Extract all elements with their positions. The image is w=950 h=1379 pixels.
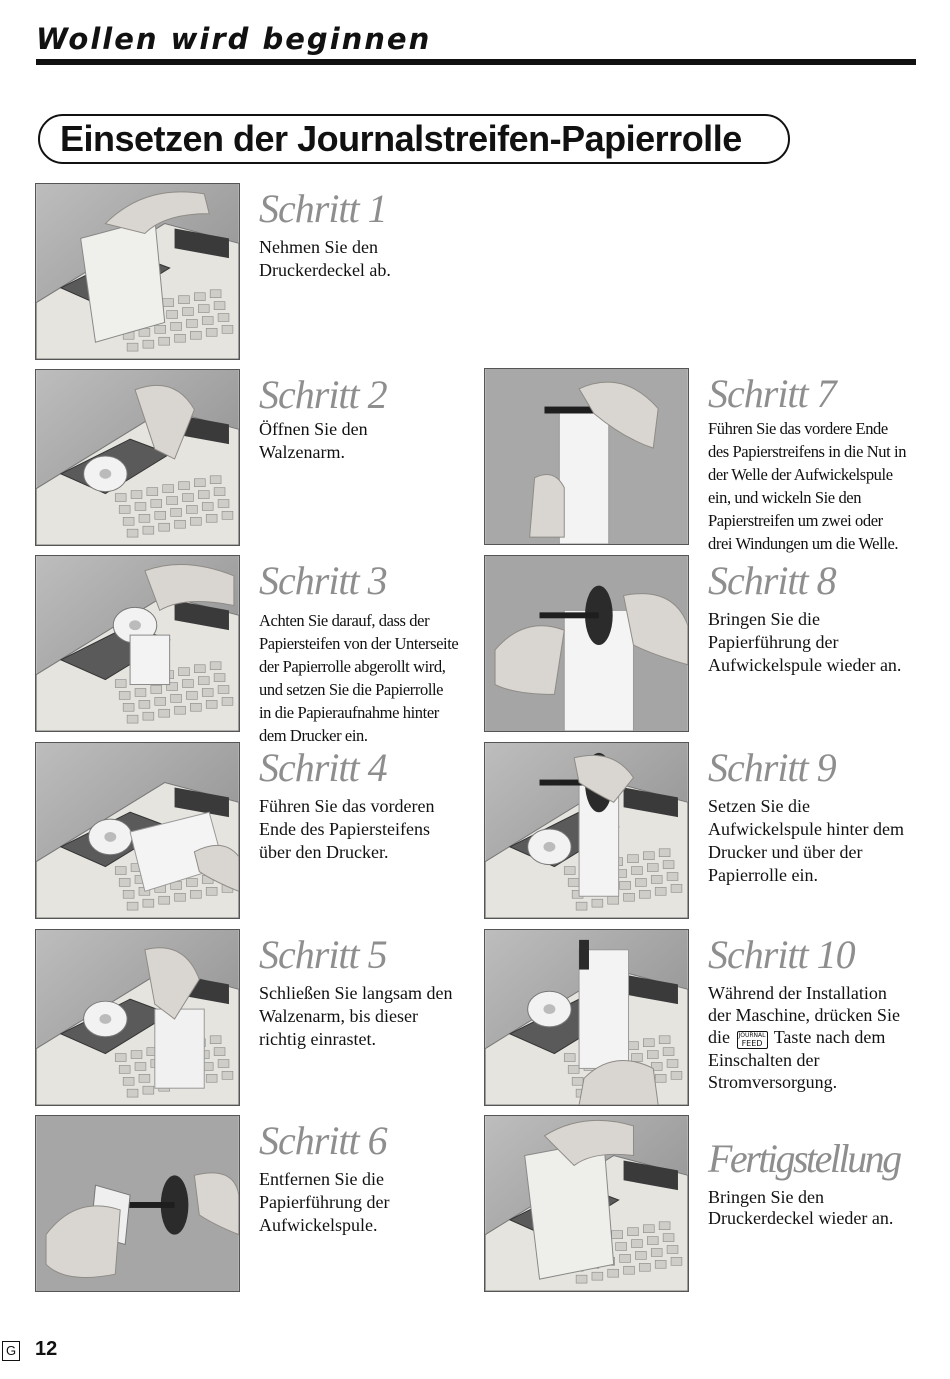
paper-feed-over-printer-illustration xyxy=(36,743,239,918)
step-text-line: Nehmen Sie den xyxy=(259,237,378,257)
platen-arm-open-photo xyxy=(35,369,240,546)
step-text xyxy=(708,1187,924,1229)
step-text-line: Einschalten der xyxy=(708,1050,820,1070)
step-text xyxy=(708,417,924,555)
step-text-line: ein, und wickeln Sie den xyxy=(708,488,862,507)
step-text-line: Papierführung der xyxy=(708,632,839,652)
step-heading: Schritt 4 xyxy=(259,745,387,790)
step-heading: Schritt 10 xyxy=(708,932,855,977)
step-text-line: Entfernen Sie die xyxy=(259,1169,384,1189)
step-text-line: Aufwickelspule wieder an. xyxy=(708,655,902,675)
step-heading: Schritt 1 xyxy=(259,186,387,231)
paper-roll-insert-photo xyxy=(35,555,240,732)
take-up-spool-guide-removal-photo xyxy=(35,1115,240,1292)
step-text-fragment: Taste nach dem xyxy=(773,1027,886,1047)
step-text-line: Papierrolle ein. xyxy=(708,865,818,885)
printer-cover-removal-photo xyxy=(35,183,240,360)
step-heading: Fertigstellung xyxy=(708,1136,900,1181)
step-text-line: Druckerdeckel ab. xyxy=(259,260,391,280)
language-tag: G xyxy=(2,1341,20,1361)
step-text xyxy=(259,236,475,282)
key-label-bottom: FEED xyxy=(741,1039,763,1048)
spool-set-behind-printer-illustration xyxy=(485,743,688,918)
paper-wind-on-spool-photo xyxy=(484,368,689,545)
step-text-line: Bringen Sie den xyxy=(708,1187,824,1207)
spool-set-behind-printer-photo xyxy=(484,742,689,919)
step-text-line: dem Drucker ein. xyxy=(259,726,368,745)
step-text-line: Walzenarm. xyxy=(259,442,346,462)
step-text-line: Ende des Papiersteifens xyxy=(259,819,430,839)
paper-wind-on-spool-illustration xyxy=(485,369,688,544)
step-text xyxy=(708,608,924,677)
step-text-line: Setzen Sie die xyxy=(708,796,810,816)
step-text-line: Drucker und über der xyxy=(708,842,863,862)
step-text-line: der Papierrolle abgerollt wird, xyxy=(259,657,446,676)
step-text-line: Papierstreifen um zwei oder xyxy=(708,511,883,530)
step-heading: Schritt 7 xyxy=(708,371,836,416)
step-text xyxy=(708,982,924,1093)
step-text-line: Achten Sie darauf, dass der xyxy=(259,611,430,630)
step-text-fragment: die xyxy=(708,1027,730,1047)
step-text-line: Walzenarm, bis dieser xyxy=(259,1006,418,1026)
step-text-line: und setzen Sie die Papierrolle xyxy=(259,680,444,699)
step-text-line: in die Papieraufnahme hinter xyxy=(259,703,439,722)
printer-cover-removal-illustration xyxy=(36,184,239,359)
step-text xyxy=(259,1168,475,1237)
step-text-line: Führen Sie das vordere Ende xyxy=(708,419,888,438)
platen-arm-close-photo xyxy=(35,929,240,1106)
paper-feed-over-printer-photo xyxy=(35,742,240,919)
step-heading: Schritt 5 xyxy=(259,932,387,977)
journal-feed-key-icon xyxy=(737,1031,768,1049)
step-text-line: der Welle der Aufwickelspule xyxy=(708,465,893,484)
section-title: Einsetzen der Journalstreifen-Papierrolle xyxy=(60,118,742,159)
paper-roll-insert-illustration xyxy=(36,556,239,731)
step-heading: Schritt 9 xyxy=(708,745,836,790)
printer-cover-replace-illustration xyxy=(485,1116,688,1291)
step-text-line: über den Drucker. xyxy=(259,842,389,862)
page-number: 12 xyxy=(35,1338,58,1360)
step-text-line: Stromversorgung. xyxy=(708,1072,838,1092)
platen-arm-open-illustration xyxy=(36,370,239,545)
step-text-line: Aufwickelspule. xyxy=(259,1215,378,1235)
step-text-line: drei Windungen um die Welle. xyxy=(708,534,899,553)
step-text-line: Schließen Sie langsam den xyxy=(259,983,453,1003)
step-text-line: Papiersteifen von der Unterseite xyxy=(259,634,459,653)
step-text-line: der Maschine, drücken Sie xyxy=(708,1005,900,1025)
step-text xyxy=(259,982,475,1051)
step-text-line: Papierführung der xyxy=(259,1192,390,1212)
step-text-line: richtig einrastet. xyxy=(259,1029,376,1049)
step-text-line: Druckerdeckel wieder an. xyxy=(708,1208,894,1228)
step-text-line: Während der Installation xyxy=(708,983,887,1003)
spool-guide-reattach-illustration xyxy=(485,556,688,731)
step-text-line: Aufwickelspule hinter dem xyxy=(708,819,904,839)
step-heading: Schritt 8 xyxy=(708,558,836,603)
printer-cover-replace-photo xyxy=(484,1115,689,1292)
step-text-line: Bringen Sie die xyxy=(708,609,820,629)
spool-guide-reattach-photo xyxy=(484,555,689,732)
step-heading: Schritt 3 xyxy=(259,558,387,603)
journal-feed-key-press-illustration xyxy=(485,930,688,1105)
step-text xyxy=(259,795,475,864)
step-text-line: Öffnen Sie den xyxy=(259,419,368,439)
key-label-top: JOURNAL xyxy=(738,1032,766,1039)
step-heading: Schritt 6 xyxy=(259,1118,387,1163)
section-title-box xyxy=(38,114,790,164)
step-text-line xyxy=(708,1026,924,1049)
header-title: Wollen wird beginnen xyxy=(36,22,432,56)
header-rule xyxy=(36,59,916,65)
step-text xyxy=(259,418,475,464)
step-text xyxy=(708,795,924,887)
step-heading: Schritt 2 xyxy=(259,372,387,417)
step-text-line: Führen Sie das vorderen xyxy=(259,796,435,816)
take-up-spool-guide-removal-illustration xyxy=(36,1116,239,1291)
step-text-line: des Papierstreifens in die Nut in xyxy=(708,442,907,461)
platen-arm-close-illustration xyxy=(36,930,239,1105)
journal-feed-key-press-photo xyxy=(484,929,689,1106)
step-text xyxy=(259,609,475,747)
